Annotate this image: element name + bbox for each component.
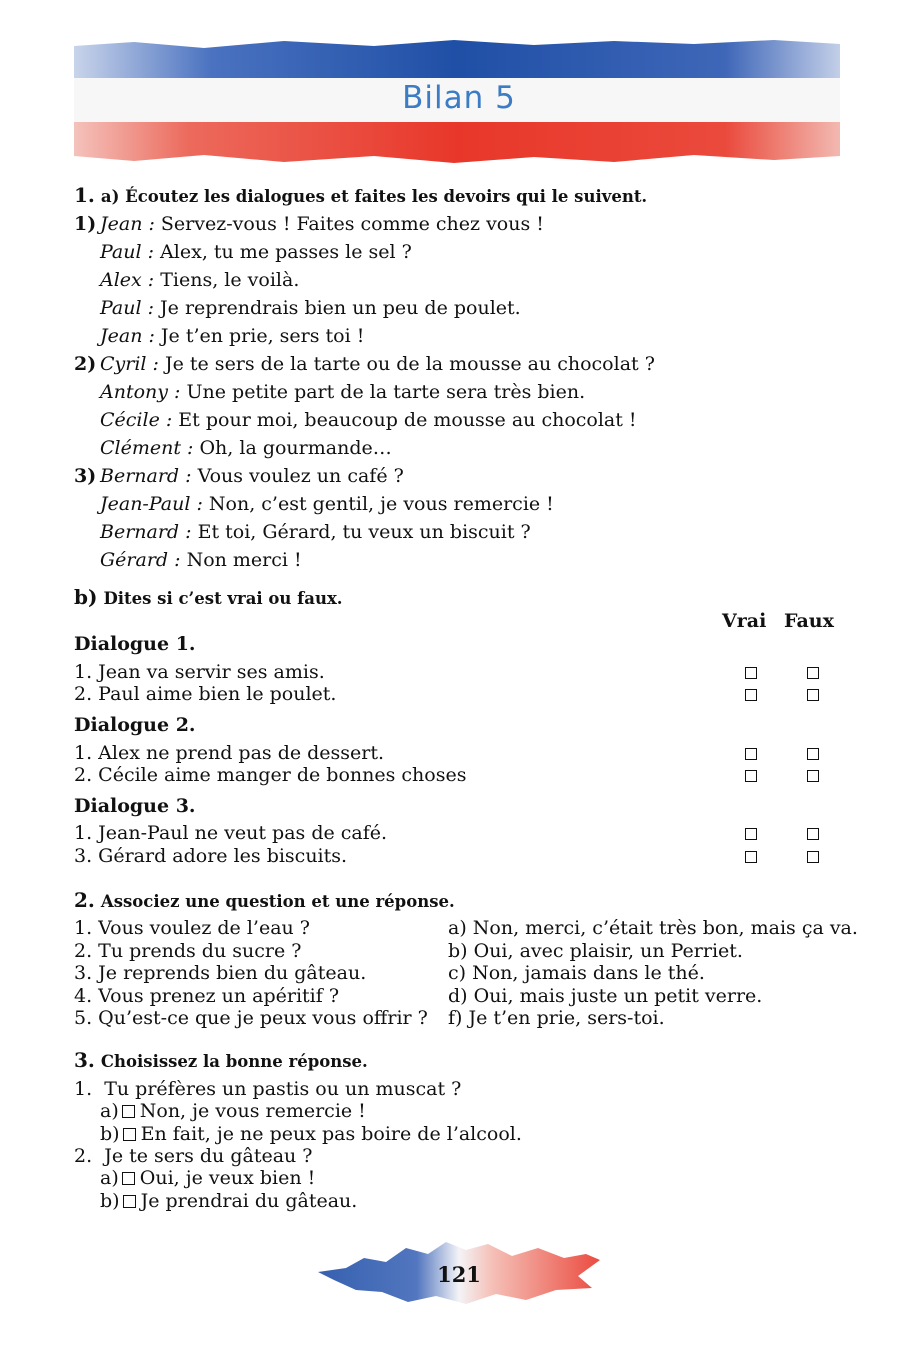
speaker-name: Jean-Paul : xyxy=(100,493,203,515)
statement: 1. Jean va servir ses amis. xyxy=(74,661,325,683)
answer-item: c) Non, jamais dans le thé. xyxy=(448,962,705,984)
vrai-checkbox[interactable] xyxy=(745,748,757,760)
exercise-2-number: 2. xyxy=(74,888,95,912)
option-text: En fait, je ne peux pas boire de l’alcool. xyxy=(140,1123,522,1145)
option-letter: b) xyxy=(100,1123,120,1145)
option-1b xyxy=(100,1123,522,1145)
dialogue-text: Une petite part de la tarte sera très bien. xyxy=(180,381,586,403)
speaker-name: Alex : xyxy=(100,269,155,291)
answer-item: a) Non, merci, c’était très bon, mais ça va. xyxy=(448,917,858,939)
dialogue-text: Alex, tu me passes le sel ? xyxy=(154,241,412,263)
dialogue-number: 1) xyxy=(74,213,97,235)
dialogue-2-heading: Dialogue 2. xyxy=(74,714,196,736)
page-number: 121 xyxy=(437,1262,481,1287)
option-1a xyxy=(100,1100,366,1122)
exercise-1b-title xyxy=(74,585,343,609)
statement: 3. Gérard adore les biscuits. xyxy=(74,845,348,867)
option-letter: a) xyxy=(100,1100,119,1122)
speaker-name: Paul : xyxy=(100,241,155,263)
answer-item: f) Je t’en prie, sers-toi. xyxy=(448,1007,665,1029)
dialogue-text: Je reprendrais bien un peu de poulet. xyxy=(154,297,521,319)
vrai-checkbox[interactable] xyxy=(745,667,757,679)
dialogue-line xyxy=(74,325,364,347)
speaker-name: Paul : xyxy=(100,297,155,319)
answer-item: d) Oui, mais juste un petit verre. xyxy=(448,985,763,1007)
exercise-3-instruction: Choisissez la bonne réponse. xyxy=(100,1052,368,1071)
dialogue-line xyxy=(74,521,531,543)
exercise-1b-instruction: Dites si c’est vrai ou faux. xyxy=(103,589,343,608)
option-2b xyxy=(100,1190,357,1212)
dialogue-line xyxy=(74,437,392,459)
dialogue-line xyxy=(74,213,544,235)
dialogue-number: 3) xyxy=(74,465,97,487)
question-item: 2. Tu prends du sucre ? xyxy=(74,940,302,962)
dialogue-text: Et pour moi, beaucoup de mousse au chocolat ! xyxy=(172,409,637,431)
exercise-3-title xyxy=(74,1048,368,1072)
exercise-1-instruction: a) Écoutez les dialogues et faites les devoirs qui le suivent. xyxy=(100,187,648,206)
dialogue-line xyxy=(74,353,655,375)
question-item: 5. Qu’est-ce que je peux vous offrir ? xyxy=(74,1007,428,1029)
option-letter: a) xyxy=(100,1167,119,1189)
page-title: Bilan 5 xyxy=(402,80,516,116)
dialogue-text: Vous voulez un café ? xyxy=(191,465,404,487)
option-checkbox[interactable] xyxy=(122,1105,135,1118)
question-1: 1. Tu préfères un pastis ou un muscat ? xyxy=(74,1078,462,1100)
speaker-name: Bernard : xyxy=(100,521,192,543)
dialogue-line xyxy=(74,269,299,291)
faux-checkbox[interactable] xyxy=(807,828,819,840)
question-2: 2. Je te sers du gâteau ? xyxy=(74,1145,313,1167)
dialogue-line xyxy=(74,241,412,263)
dialogue-text: Non, c’est gentil, je vous remercie ! xyxy=(202,493,554,515)
speaker-name: Gérard : xyxy=(100,549,181,571)
faux-checkbox[interactable] xyxy=(807,667,819,679)
vrai-checkbox[interactable] xyxy=(745,689,757,701)
option-text: Non, je vous remercie ! xyxy=(139,1100,366,1122)
dialogue-line xyxy=(74,549,302,571)
vrai-checkbox[interactable] xyxy=(745,828,757,840)
vrai-checkbox[interactable] xyxy=(745,770,757,782)
faux-checkbox[interactable] xyxy=(807,770,819,782)
dialogue-line xyxy=(74,493,554,515)
option-checkbox[interactable] xyxy=(122,1172,135,1185)
dialogue-text: Oh, la gourmande… xyxy=(193,437,392,459)
speaker-name: Cécile : xyxy=(100,409,173,431)
dialogue-text: Et toi, Gérard, tu veux un biscuit ? xyxy=(191,521,531,543)
column-faux: Faux xyxy=(784,610,834,632)
speaker-name: Jean : xyxy=(100,325,155,347)
exercise-2-instruction: Associez une question et une réponse. xyxy=(100,892,455,911)
dialogue-line xyxy=(74,465,404,487)
exercise-3-number: 3. xyxy=(74,1048,95,1072)
dialogue-line xyxy=(74,381,585,403)
dialogue-line xyxy=(74,297,521,319)
question-item: 1. Vous voulez de l’eau ? xyxy=(74,917,310,939)
exercise-1-number: 1. xyxy=(74,183,95,207)
option-letter: b) xyxy=(100,1190,120,1212)
exercise-1b-letter: b) xyxy=(74,585,98,609)
faux-checkbox[interactable] xyxy=(807,689,819,701)
answer-item: b) Oui, avec plaisir, un Perriet. xyxy=(448,940,743,962)
option-2a xyxy=(100,1167,315,1189)
dialogue-text: Non merci ! xyxy=(180,549,302,571)
dialogue-3-heading: Dialogue 3. xyxy=(74,795,196,817)
question-item: 3. Je reprends bien du gâteau. xyxy=(74,962,367,984)
exercise-1-title xyxy=(74,183,647,207)
option-checkbox[interactable] xyxy=(123,1128,136,1141)
speaker-name: Cyril : xyxy=(100,353,159,375)
speaker-name: Clément : xyxy=(100,437,194,459)
statement: 1. Alex ne prend pas de dessert. xyxy=(74,742,385,764)
question-item: 4. Vous prenez un apéritif ? xyxy=(74,985,340,1007)
option-text: Oui, je veux bien ! xyxy=(139,1167,316,1189)
dialogue-1-heading: Dialogue 1. xyxy=(74,633,196,655)
column-vrai: Vrai xyxy=(722,610,767,632)
statement: 2. Paul aime bien le poulet. xyxy=(74,683,337,705)
speaker-name: Antony : xyxy=(100,381,181,403)
faux-checkbox[interactable] xyxy=(807,748,819,760)
exercise-2-title xyxy=(74,888,455,912)
dialogue-text: Je te sers de la tarte ou de la mousse au chocolat ? xyxy=(158,353,655,375)
dialogue-number: 2) xyxy=(74,353,97,375)
option-text: Je prendrai du gâteau. xyxy=(140,1190,358,1212)
dialogue-text: Servez-vous ! Faites comme chez vous ! xyxy=(154,213,544,235)
option-checkbox[interactable] xyxy=(123,1195,136,1208)
faux-checkbox[interactable] xyxy=(807,851,819,863)
dialogue-text: Tiens, le voilà. xyxy=(154,269,300,291)
dialogue-text: Je t’en prie, sers toi ! xyxy=(154,325,365,347)
speaker-name: Bernard : xyxy=(100,465,192,487)
speaker-name: Jean : xyxy=(100,213,155,235)
vrai-checkbox[interactable] xyxy=(745,851,757,863)
statement: 1. Jean-Paul ne veut pas de café. xyxy=(74,822,388,844)
dialogue-line xyxy=(74,409,637,431)
statement: 2. Cécile aime manger de bonnes choses xyxy=(74,764,467,786)
